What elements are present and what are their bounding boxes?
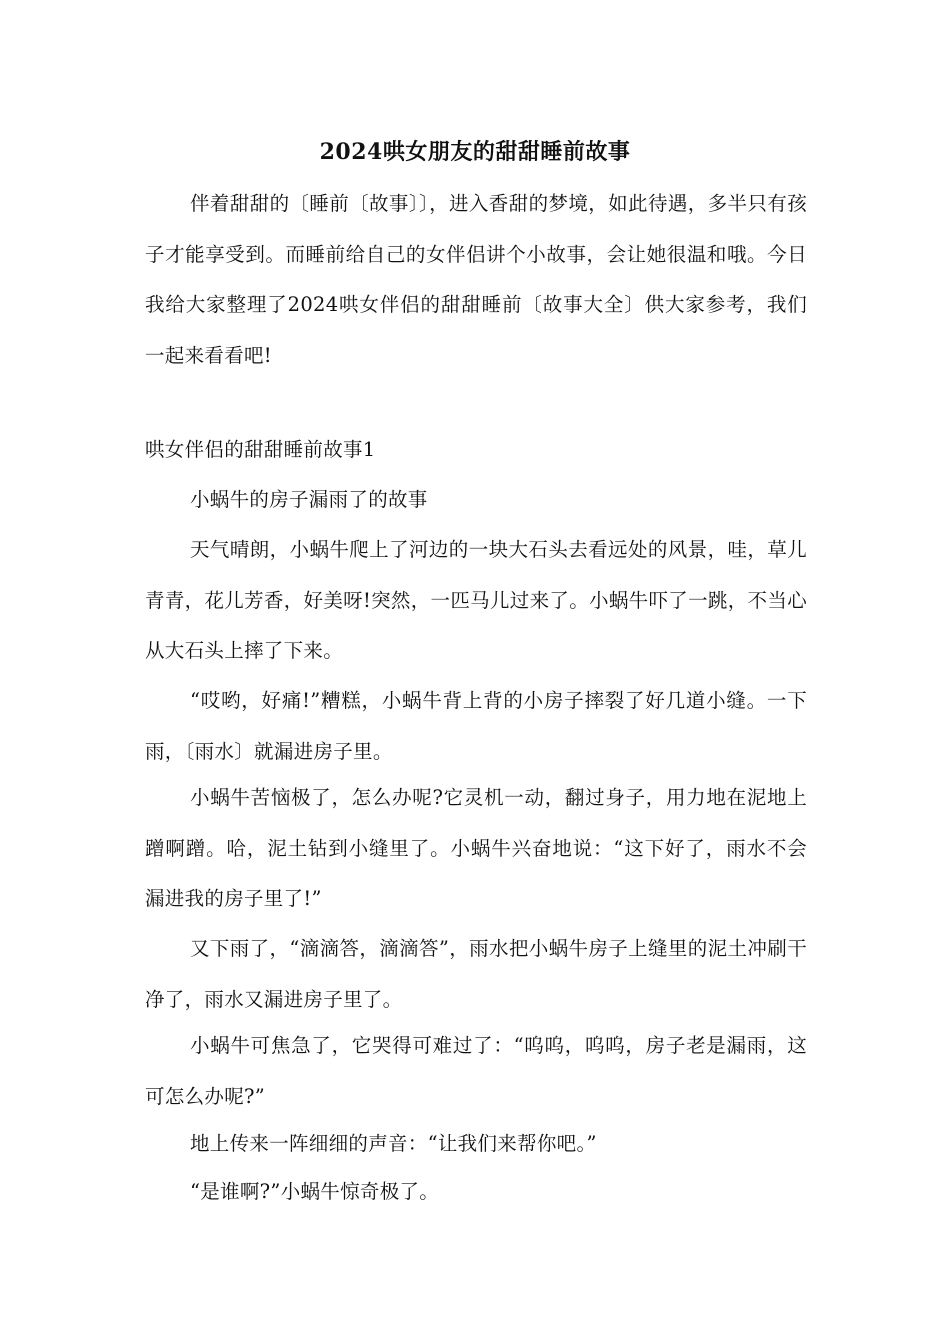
intro-paragraph: 伴着甜甜的〔睡前〔故事〕〕，进入香甜的梦境，如此待遇，多半只有孩子才能享受到。而睡前给自己的女伴侣讲个小故事，会让她很温和哦。今日我给大家整理了2024哄女伴侣的甜甜睡前〔故事大全〕供大家参考，我们一起来看看吧! bbox=[145, 192, 807, 367]
story-paragraph: 小蜗牛苦恼极了，怎么办呢?它灵机一动，翻过身子，用力地在泥地上蹭啊蹭。哈，泥土钻到小缝里了。小蜗牛兴奋地说：“这下好了，雨水不会漏进我的房子里了!” bbox=[145, 786, 807, 910]
section-heading: 哄女伴侣的甜甜睡前故事1 bbox=[145, 438, 376, 461]
story-paragraph: 又下雨了，“滴滴答，滴滴答”，雨水把小蜗牛房子上缝里的泥土冲刷干净了，雨水又漏进房子里了。 bbox=[145, 937, 807, 1011]
story-paragraph: 小蜗牛可焦急了，它哭得可难过了：“呜呜，呜呜，房子老是漏雨，这可怎么办呢?” bbox=[145, 1034, 807, 1108]
story-paragraph: “哎哟，好痛!”糟糕，小蜗牛背上背的小房子摔裂了好几道小缝。一下雨，〔雨水〕就漏进房子里。 bbox=[145, 689, 807, 763]
document-title: 2024哄女朋友的甜甜睡前故事 bbox=[319, 139, 631, 165]
story-title: 小蜗牛的房子漏雨了的故事 bbox=[190, 488, 428, 511]
story-paragraph: “是谁啊?”小蜗牛惊奇极了。 bbox=[190, 1180, 440, 1203]
story-paragraph: 天气晴朗，小蜗牛爬上了河边的一块大石头去看远处的风景，哇，草儿青青，花儿芳香，好美呀!突然，一匹马儿过来了。小蜗牛吓了一跳，不当心从大石头上摔了下来。 bbox=[145, 538, 807, 662]
story-paragraph: 地上传来一阵细细的声音：“让我们来帮你吧。” bbox=[190, 1132, 597, 1155]
